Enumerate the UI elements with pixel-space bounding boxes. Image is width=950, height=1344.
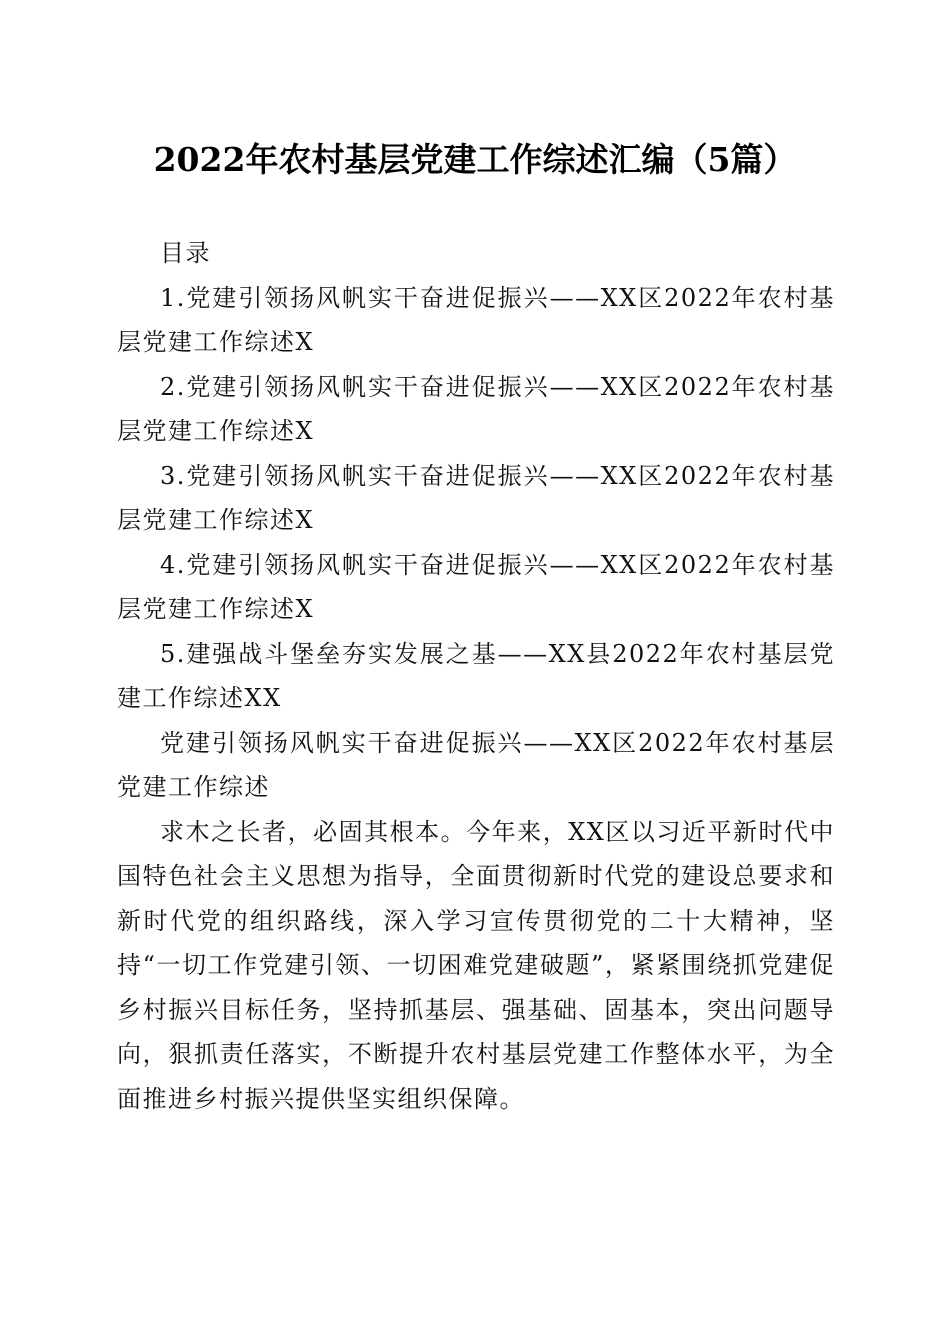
document-title: 2022年农村基层党建工作综述汇编（5篇） bbox=[153, 140, 797, 179]
toc-item-1: 1.党建引领扬风帆实干奋进促振兴——XX区2022年农村基层党建工作综述X bbox=[117, 283, 835, 356]
toc-heading: 目录 bbox=[160, 239, 211, 267]
toc-item-3: 3.党建引领扬风帆实干奋进促振兴——XX区2022年农村基层党建工作综述X bbox=[117, 461, 835, 534]
body-paragraph: 求木之长者，必固其根本。今年来，XX区以习近平新时代中国特色社会主义思想为指导，全面贯彻新时代党的建设总要求和新时代党的组织路线，深入学习宣传贯彻党的二十大精神，坚持“一切工作党建引领、一切困难党建破题”，紧紧围绕抓党建促乡村振兴目标任务，坚持抓基层、强基础、固基本，突出问题导向，狠抓责任落实，不断提升农村基层党建工作整体水平，为全面推进乡村振兴提供坚实组织保障。 bbox=[117, 817, 835, 1113]
toc-item-5: 5.建强战斗堡垒夯实发展之基——XX县2022年农村基层党建工作综述XX bbox=[117, 639, 835, 712]
toc-item-2: 2.党建引领扬风帆实干奋进促振兴——XX区2022年农村基层党建工作综述X bbox=[117, 372, 835, 445]
section-title: 党建引领扬风帆实干奋进促振兴——XX区2022年农村基层党建工作综述 bbox=[117, 728, 835, 801]
document-body bbox=[117, 231, 835, 1121]
toc-item-4: 4.党建引领扬风帆实干奋进促振兴——XX区2022年农村基层党建工作综述X bbox=[117, 550, 835, 623]
